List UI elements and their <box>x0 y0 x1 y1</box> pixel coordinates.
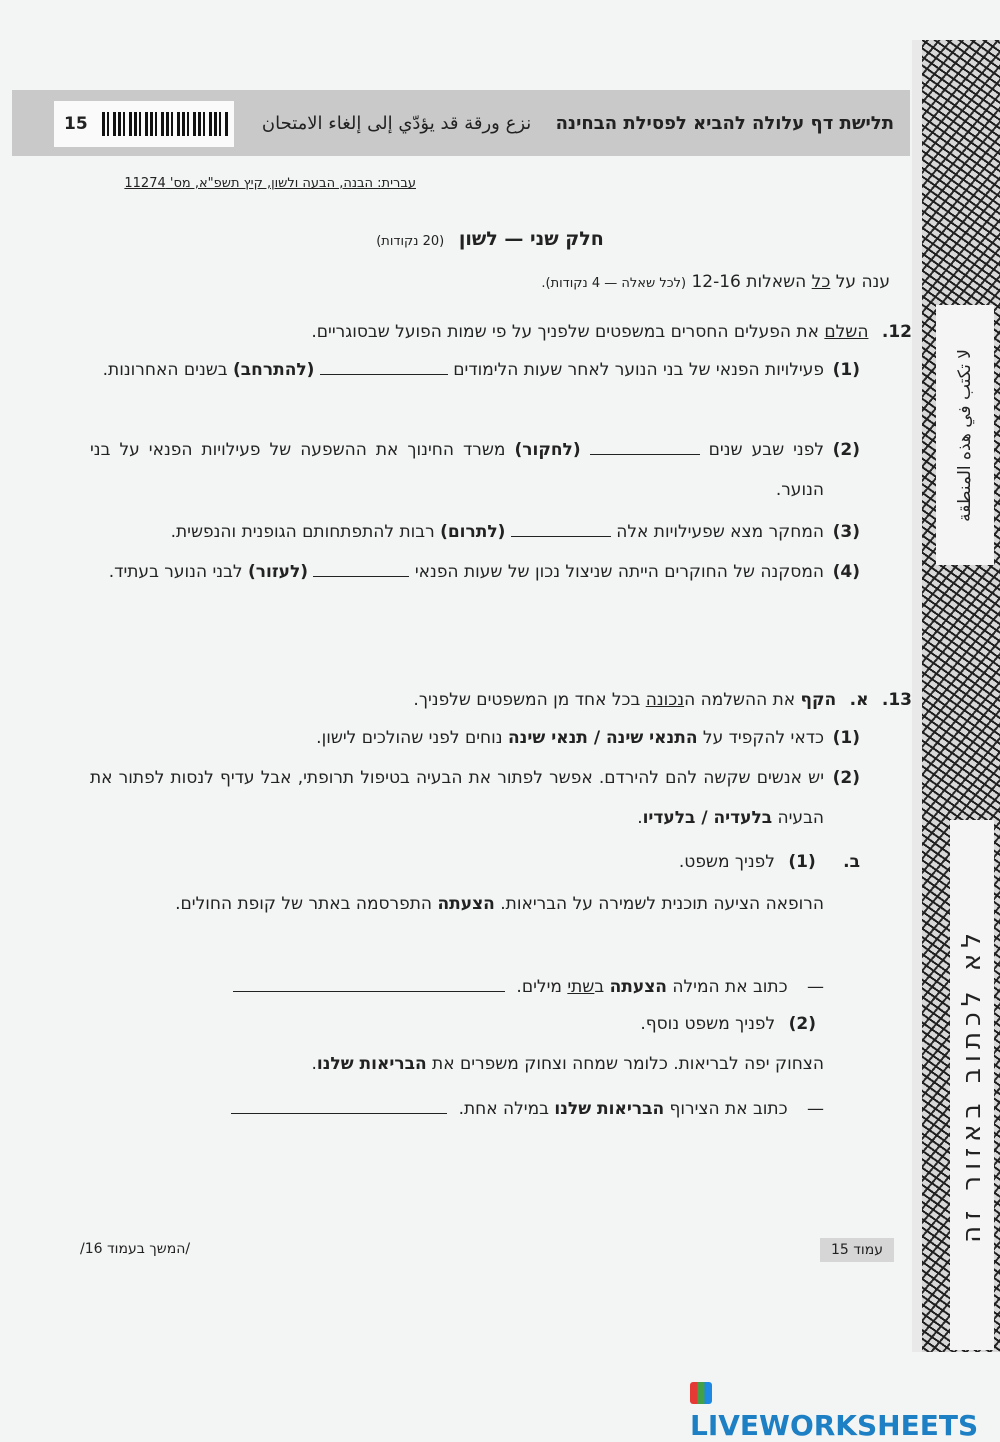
q12-item-4-after: לבני הנוער בעתיד. <box>108 562 248 582</box>
instruction-points: (לכל שאלה — 4 נקודות). <box>541 276 687 291</box>
q13-a-item-1-choice[interactable]: התנאי שינה / תנאי שינה <box>508 728 698 748</box>
q13-a-item-2-before: יש אנשים שקשה להם להירדם. אפשר לפתור את הבעיה בטיפול תרופתי, אבל עדיף לנסות לפתור את הבעיה <box>90 768 824 828</box>
header-warning <box>262 113 894 134</box>
instruction <box>541 272 890 292</box>
q12-item-3-after: רבות להתפתחותם הגופנית והנפשית. <box>170 522 441 542</box>
q12-item-4 <box>90 552 860 592</box>
q12-item-4-root: (לעזור) <box>248 562 309 582</box>
q12-item-3-before: המחקר מצא שפעילויות אלה <box>610 522 824 542</box>
footer-page-label: עמוד 15 <box>820 1238 894 1262</box>
q13-b-item-1-task-bold: הצעתה <box>609 977 667 997</box>
q12-item-2-label: (2) <box>832 440 860 460</box>
q13-a-item-1 <box>90 718 860 758</box>
q13-b-item-1-answer-blank[interactable] <box>233 974 505 992</box>
side-strip-edge <box>912 40 922 1352</box>
q13-b-item-1-task-mid: ב <box>594 977 610 997</box>
q13-part-a-label: א. <box>849 690 869 710</box>
q13-a-item-2-choice[interactable]: בלעדיה / בלעדיו <box>642 808 773 828</box>
q13-prompt-mid: את ההשלמה ה <box>684 690 801 710</box>
q12-item-4-answer-blank[interactable] <box>313 559 409 577</box>
q13-a-item-2 <box>90 758 860 838</box>
q12-item-2-root: (לחקור) <box>514 440 581 460</box>
q13-b-item-2-task <box>231 1096 824 1119</box>
q13-b-item-2-sentence <box>311 1054 824 1074</box>
q13-number: 13. <box>881 690 912 710</box>
header-warning-arabic: نزع ورقة قد يؤدّي إلى إلغاء الامتحان <box>261 113 532 134</box>
q13-b-item-1-task-underlined: שתי <box>567 977 595 997</box>
q13-b-item-1-dash: — <box>807 977 824 997</box>
q13-b-item-1-header <box>679 852 860 872</box>
q13-b-item-2-dash: — <box>807 1099 824 1119</box>
q12-item-2-after: משרד החינוך את ההשפעה של פעילויות הפנאי על בני הנוער. <box>90 440 824 500</box>
q12-item-1-label: (1) <box>832 360 860 380</box>
subject-line: עברית: הבנה, הבעה ולשון, קיץ תשפ"א, מס' 11274 <box>124 176 416 191</box>
q12-number: 12. <box>881 322 912 342</box>
q13-b-item-2-sentence-bold: הבריאות שלנו <box>316 1054 427 1074</box>
instruction-pre: ענה על <box>830 272 890 292</box>
instruction-underlined: כל <box>811 272 831 292</box>
q12-item-1-before: פעילויות הפנאי של בני הנוער לאחר שעות הלימודים <box>447 360 824 380</box>
q12-item-1 <box>90 350 860 390</box>
q12-verb: השלם <box>824 322 869 342</box>
q12-item-1-after: בשנים האחרונות. <box>102 360 234 380</box>
q13-b-item-1-sentence-before: הרופאה הציעה תוכנית לשמירה על הבריאות. <box>494 894 824 914</box>
q13-b-item-1-sentence <box>90 884 824 924</box>
q12-item-2-answer-blank[interactable] <box>590 437 700 455</box>
q12-item-3-answer-blank[interactable] <box>511 519 611 537</box>
q13-b-item-2-intro: לפניך משפט נוסף. <box>640 1014 776 1034</box>
q13-verb: הקף <box>800 690 837 710</box>
liveworksheets-logo-text: LIVEWORKSHEETS <box>690 1409 979 1442</box>
q13-b-item-2-label: (2) <box>788 1014 816 1034</box>
q12-item-2-before: לפני שבע שנים <box>699 440 825 460</box>
header-warning-hebrew: תלישת דף עלולה להביא לפסילת הבחינה <box>555 113 894 134</box>
q12-item-3-root: (לתרום) <box>440 522 506 542</box>
footer-continue: /המשך בעמוד 16/ <box>80 1241 191 1257</box>
liveworksheets-logo <box>690 1376 1000 1442</box>
q13-b-item-2-task-before: כתוב את הצירוף <box>664 1099 788 1119</box>
q12-item-4-label: (4) <box>832 562 860 582</box>
part-title <box>340 228 640 250</box>
part-title-text: חלק שני — לשון <box>458 228 604 250</box>
side-warning-arabic-text: لا تكتب في هذه المنطقة <box>955 348 975 522</box>
q13-prompt-end: בכל אחד מן המשפטים שלפניך. <box>413 690 646 710</box>
q13-b-item-1-task-end: מילים. <box>516 977 568 997</box>
q12-item-1-answer-blank[interactable] <box>320 357 448 375</box>
q13-prompt-underlined: נכונה <box>645 690 685 710</box>
q13-prompt <box>413 690 912 710</box>
q12-item-2 <box>90 430 860 510</box>
q13-b-item-2-header <box>640 1014 816 1034</box>
q13-a-item-2-after: . <box>637 808 643 828</box>
q13-b-item-1-intro: לפניך משפט. <box>678 852 775 872</box>
q13-b-item-1-sentence-bold: הצעתה <box>437 894 495 914</box>
q13-b-item-1-label: (1) <box>788 852 816 872</box>
part-points: (20 נקודות) <box>376 234 445 249</box>
q13-b-item-1-sentence-after: התפרסמה באתר של קופת החולים. <box>175 894 438 914</box>
q13-b-item-2-sentence-after: . <box>311 1054 317 1074</box>
q13-a-item-1-after: נוחים לפני שהולכים לישון. <box>316 728 508 748</box>
q13-a-item-1-label: (1) <box>832 728 860 748</box>
q12-item-4-before: המסקנה של החוקרים הייתה שניצול נכון של שעות הפנאי <box>409 562 824 582</box>
side-warning-arabic <box>936 305 994 565</box>
header-page-number: 15 <box>64 114 88 134</box>
side-warning-hebrew <box>950 820 994 1350</box>
q13-b-item-2-task-bold: הבריאות שלנו <box>554 1099 665 1119</box>
instruction-post: השאלות 12-16 <box>686 272 812 292</box>
q13-b-item-1-task <box>233 974 824 997</box>
side-warning-hebrew-text: לא לכתוב באזור זה <box>957 927 987 1243</box>
q13-b-item-1-task-before: כתוב את המילה <box>667 977 788 997</box>
q13-b-item-2-task-end: במילה אחת. <box>458 1099 555 1119</box>
q13-a-item-2-label: (2) <box>832 768 860 788</box>
q12-item-1-root: (להתרחב) <box>233 360 315 380</box>
q13-b-item-2-answer-blank[interactable] <box>231 1096 447 1114</box>
q13-part-b-label: ב. <box>843 852 860 872</box>
liveworksheets-logo-icon <box>690 1382 712 1404</box>
q12-item-3 <box>90 512 860 552</box>
q12-item-3-label: (3) <box>832 522 860 542</box>
q13-b-item-2-sentence-before: הצחוק יפה לבריאות. כלומר שמחה וצחוק משפרים את <box>426 1054 824 1074</box>
barcode-icon <box>102 112 228 136</box>
q12-prompt <box>311 322 912 342</box>
q13-a-item-1-before: כדאי להקפיד על <box>697 728 824 748</box>
q12-prompt-text: את הפעלים החסרים במשפטים שלפניך על פי שמות הפועל שבסוגריים. <box>311 322 825 342</box>
